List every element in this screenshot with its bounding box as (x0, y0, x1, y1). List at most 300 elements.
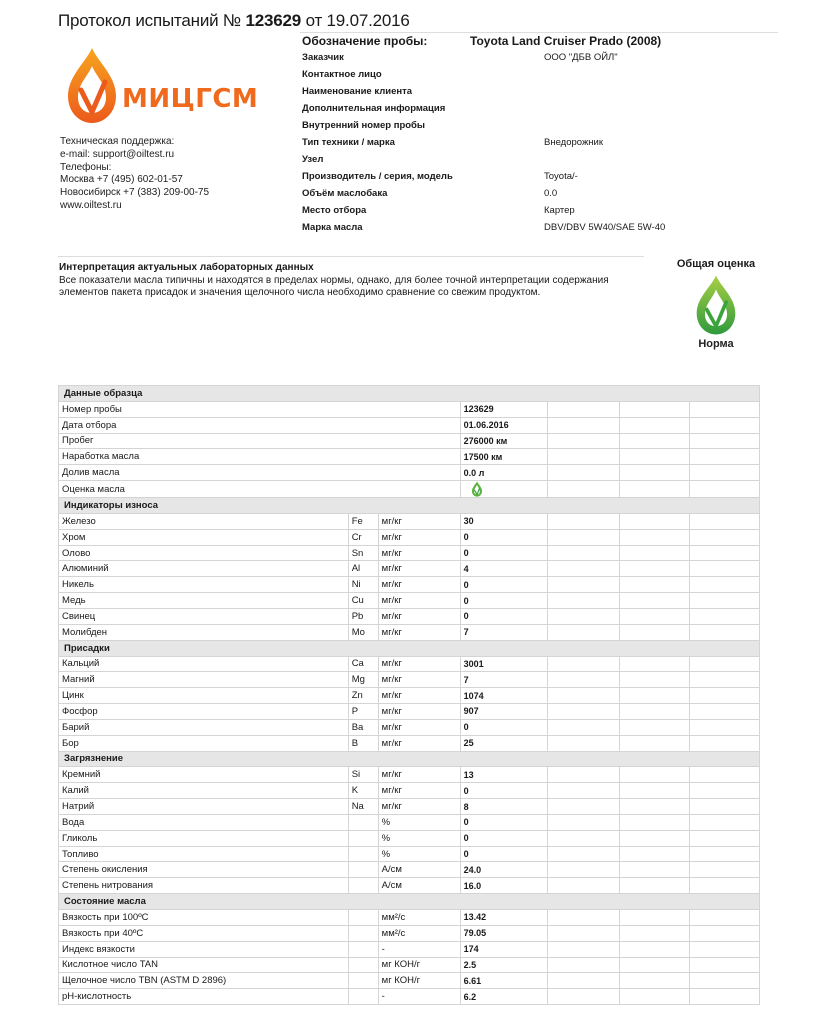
parameter-value (460, 481, 548, 498)
parameter-name: Алюминий (59, 561, 349, 577)
interpretation (59, 262, 619, 300)
history-cell (548, 545, 620, 561)
table-row (59, 529, 760, 545)
parameter-value: 01.06.2016 (460, 417, 548, 433)
sample-field-row (302, 120, 782, 137)
parameter-symbol (348, 973, 378, 989)
history-cell (620, 529, 690, 545)
history-cell (548, 878, 620, 894)
section-title: Индикаторы износа (59, 498, 760, 514)
history-cell (690, 814, 760, 830)
parameter-value: 0 (460, 783, 548, 799)
parameter-name: Магний (59, 672, 349, 688)
parameter-symbol: Si (348, 767, 378, 783)
history-cell (690, 561, 760, 577)
history-cell (548, 925, 620, 941)
parameter-unit: % (378, 830, 460, 846)
parameter-unit: мг КОН/г (378, 957, 460, 973)
parameter-value: 6.61 (460, 973, 548, 989)
table-row (59, 481, 760, 498)
history-cell (620, 767, 690, 783)
history-cell (548, 529, 620, 545)
history-cell (690, 704, 760, 720)
parameter-name: Кальций (59, 656, 349, 672)
parameter-unit: мг/кг (378, 688, 460, 704)
history-cell (620, 735, 690, 751)
history-cell (690, 688, 760, 704)
history-cell (690, 513, 760, 529)
parameter-value: 4 (460, 561, 548, 577)
parameter-symbol (348, 862, 378, 878)
history-cell (548, 624, 620, 640)
parameter-symbol: Na (348, 799, 378, 815)
history-cell (690, 465, 760, 481)
table-row (59, 688, 760, 704)
parameter-value: 174 (460, 941, 548, 957)
table-row (59, 608, 760, 624)
history-cell (690, 449, 760, 465)
history-cell (690, 545, 760, 561)
history-cell (620, 608, 690, 624)
history-cell (548, 561, 620, 577)
parameter-value: 1074 (460, 688, 548, 704)
parameter-value: 907 (460, 704, 548, 720)
history-cell (548, 799, 620, 815)
table-row (59, 465, 760, 481)
overall-assessment (666, 258, 766, 350)
history-cell (620, 783, 690, 799)
history-cell (690, 672, 760, 688)
support-line[interactable]: e-mail: support@oiltest.ru (60, 148, 175, 160)
sample-field-row (302, 188, 782, 205)
parameter-name: Медь (59, 593, 349, 609)
history-cell (690, 799, 760, 815)
support-line: Телефоны: (60, 161, 112, 173)
section-title: Состояние масла (59, 894, 760, 910)
parameter-value: 13.42 (460, 910, 548, 926)
parameter-name: Кремний (59, 767, 349, 783)
support-line[interactable]: www.oiltest.ru (60, 199, 122, 211)
history-cell (548, 704, 620, 720)
parameter-name: Номер пробы (59, 401, 461, 417)
history-cell (620, 449, 690, 465)
history-cell (690, 878, 760, 894)
sample-field-value: ООО "ДБВ ОЙЛ" (544, 52, 618, 63)
parameter-name: Вязкость при 40ºС (59, 925, 349, 941)
parameter-name: Индекс вязкости (59, 941, 349, 957)
history-cell (620, 719, 690, 735)
history-cell (690, 735, 760, 751)
parameter-value: 3001 (460, 656, 548, 672)
support-line: Техническая поддержка: (60, 136, 175, 147)
section-header-row (59, 386, 760, 402)
parameter-value: 30 (460, 513, 548, 529)
parameter-unit: мг/кг (378, 735, 460, 751)
parameter-name: Железо (59, 513, 349, 529)
table-row (59, 925, 760, 941)
table-row (59, 433, 760, 449)
parameter-name: Олово (59, 545, 349, 561)
parameter-value: 6.2 (460, 989, 548, 1005)
parameter-value: 0 (460, 719, 548, 735)
interpretation-heading: Интерпретация актуальных лабораторных данных (59, 262, 314, 273)
parameter-unit: мг/кг (378, 593, 460, 609)
table-row (59, 449, 760, 465)
parameter-name: Калий (59, 783, 349, 799)
history-cell (690, 624, 760, 640)
parameter-unit: мг КОН/г (378, 973, 460, 989)
history-cell (548, 735, 620, 751)
history-cell (690, 941, 760, 957)
history-cell (620, 561, 690, 577)
history-cell (690, 401, 760, 417)
parameter-name: Дата отбора (59, 417, 461, 433)
parameter-value: 16.0 (460, 878, 548, 894)
history-cell (620, 973, 690, 989)
table-row (59, 989, 760, 1005)
history-cell (620, 878, 690, 894)
title-date: от 19.07.2016 (305, 11, 410, 30)
sample-field-row (302, 205, 782, 222)
parameter-name: Пробег (59, 433, 461, 449)
parameter-symbol: Cu (348, 593, 378, 609)
history-cell (690, 481, 760, 498)
parameter-name: Цинк (59, 688, 349, 704)
history-cell (690, 593, 760, 609)
table-row (59, 656, 760, 672)
parameter-value: 0 (460, 814, 548, 830)
table-row (59, 513, 760, 529)
parameter-value: 25 (460, 735, 548, 751)
sample-field-row (302, 154, 782, 171)
parameter-unit: - (378, 941, 460, 957)
parameter-value: 7 (460, 624, 548, 640)
sample-field-label: Узел (302, 154, 324, 165)
parameter-unit: А/см (378, 862, 460, 878)
parameter-name: pH-кислотность (59, 989, 349, 1005)
history-cell (620, 688, 690, 704)
sample-field-label: Наименование клиента (302, 86, 413, 97)
history-cell (690, 830, 760, 846)
parameter-symbol (348, 941, 378, 957)
history-cell (690, 925, 760, 941)
parameter-unit: мг/кг (378, 704, 460, 720)
parameter-symbol: Ca (348, 656, 378, 672)
title-divider (300, 32, 778, 33)
parameter-unit: мг/кг (378, 783, 460, 799)
parameter-symbol (348, 910, 378, 926)
drop-check-icon (693, 274, 739, 336)
support-line: Москва +7 (495) 602-01-57 (60, 174, 183, 186)
history-cell (690, 846, 760, 862)
history-cell (548, 830, 620, 846)
parameter-name: Наработка масла (59, 449, 461, 465)
parameter-value: 0 (460, 608, 548, 624)
parameter-unit: мг/кг (378, 608, 460, 624)
support-contacts (60, 136, 209, 213)
history-cell (620, 481, 690, 498)
history-cell (620, 799, 690, 815)
table-row (59, 783, 760, 799)
parameter-unit: мг/кг (378, 545, 460, 561)
history-cell (548, 973, 620, 989)
sample-field-value: DBV/DBV 5W40/SAE 5W-40 (544, 222, 666, 233)
parameter-unit: % (378, 846, 460, 862)
history-cell (548, 672, 620, 688)
sample-field-label: Место отбора (302, 205, 367, 216)
overall-heading: Общая оценка (676, 258, 756, 270)
drop-check-icon (471, 481, 483, 497)
parameter-name: Долив масла (59, 465, 461, 481)
sample-designation-value: Toyota Land Cruiser Prado (2008) (470, 34, 662, 48)
table-row (59, 846, 760, 862)
table-row (59, 830, 760, 846)
history-cell (690, 577, 760, 593)
history-cell (690, 783, 760, 799)
parameter-unit: мг/кг (378, 719, 460, 735)
history-cell (690, 433, 760, 449)
history-cell (620, 545, 690, 561)
parameter-name: Кислотное число TAN (59, 957, 349, 973)
parameter-name: Щелочное число TBN (ASTM D 2896) (59, 973, 349, 989)
parameter-value: 0 (460, 545, 548, 561)
page-title (58, 11, 410, 31)
sample-field-value: Внедорожник (544, 137, 604, 148)
parameter-symbol (348, 878, 378, 894)
history-cell (548, 846, 620, 862)
section-header-row (59, 498, 760, 514)
parameter-value: 79.05 (460, 925, 548, 941)
table-row (59, 593, 760, 609)
history-cell (548, 767, 620, 783)
parameter-value: 2.5 (460, 957, 548, 973)
sample-field-row (302, 69, 782, 86)
history-cell (548, 401, 620, 417)
parameter-unit: мг/кг (378, 513, 460, 529)
parameter-symbol (348, 830, 378, 846)
history-cell (548, 910, 620, 926)
sample-field-label: Дополнительная информация (302, 103, 446, 114)
logo-wordmark: МИЦГСМ (122, 84, 259, 114)
parameter-value: 17500 км (460, 449, 548, 465)
support-line: Новосибирск +7 (383) 209-00-75 (60, 187, 210, 199)
parameter-name: Степень окисления (59, 862, 349, 878)
title-prefix: Протокол испытаний № (58, 11, 241, 30)
history-cell (620, 624, 690, 640)
parameter-value: 123629 (460, 401, 548, 417)
parameter-name: Хром (59, 529, 349, 545)
parameter-unit: мг/кг (378, 561, 460, 577)
parameter-symbol: Mo (348, 624, 378, 640)
history-cell (620, 513, 690, 529)
sample-field-row (302, 103, 782, 120)
history-cell (690, 719, 760, 735)
parameter-name: Вязкость при 100ºС (59, 910, 349, 926)
parameter-value: 0 (460, 577, 548, 593)
parameter-symbol: Ni (348, 577, 378, 593)
history-cell (620, 957, 690, 973)
history-cell (690, 862, 760, 878)
history-cell (690, 417, 760, 433)
parameter-unit: - (378, 989, 460, 1005)
parameter-value: 0 (460, 830, 548, 846)
history-cell (548, 814, 620, 830)
parameter-value: 0 (460, 593, 548, 609)
history-cell (620, 925, 690, 941)
parameter-unit: А/см (378, 878, 460, 894)
history-cell (690, 608, 760, 624)
parameter-symbol (348, 989, 378, 1005)
history-cell (548, 989, 620, 1005)
history-cell (620, 433, 690, 449)
sample-field-label: Марка масла (302, 222, 363, 233)
parameter-symbol: Pb (348, 608, 378, 624)
history-cell (548, 449, 620, 465)
parameter-name: Барий (59, 719, 349, 735)
parameter-value: 13 (460, 767, 548, 783)
parameter-value: 8 (460, 799, 548, 815)
parameter-name: Степень нитрования (59, 878, 349, 894)
table-row (59, 973, 760, 989)
sample-field-value: Toyota/- (544, 171, 578, 182)
parameter-name: Оценка масла (59, 481, 461, 498)
history-cell (548, 719, 620, 735)
table-row (59, 624, 760, 640)
sample-field-row (302, 52, 782, 69)
parameter-unit: мм²/с (378, 925, 460, 941)
history-cell (548, 783, 620, 799)
table-row (59, 672, 760, 688)
interpretation-text: Все показатели масла типичны и находятся в пределах нормы, однако, для более точной интерпретации содержания элементов пакета присадок и значения щелочного числа необходимо сравнение со свежим продуктом. (59, 274, 609, 299)
history-cell (620, 989, 690, 1005)
parameter-name: Вода (59, 814, 349, 830)
sample-field-label: Объём маслобака (302, 188, 388, 199)
history-cell (620, 704, 690, 720)
parameter-value: 0 (460, 846, 548, 862)
history-cell (620, 577, 690, 593)
parameter-unit: мг/кг (378, 529, 460, 545)
parameter-symbol: K (348, 783, 378, 799)
history-cell (548, 957, 620, 973)
interpretation-divider (58, 256, 644, 257)
parameter-unit: % (378, 814, 460, 830)
sample-field-row (302, 137, 782, 154)
table-row (59, 545, 760, 561)
history-cell (620, 814, 690, 830)
results-table (58, 385, 760, 1005)
table-row (59, 799, 760, 815)
history-cell (548, 593, 620, 609)
history-cell (548, 465, 620, 481)
sample-field-label: Заказчик (302, 52, 344, 63)
history-cell (690, 973, 760, 989)
sample-field-label: Внутренний номер пробы (302, 120, 426, 131)
parameter-name: Гликоль (59, 830, 349, 846)
parameter-unit: мг/кг (378, 799, 460, 815)
parameter-name: Фосфор (59, 704, 349, 720)
overall-status: Норма (698, 338, 734, 350)
parameter-symbol: Cr (348, 529, 378, 545)
history-cell (620, 910, 690, 926)
table-row (59, 767, 760, 783)
parameter-unit: мг/кг (378, 624, 460, 640)
history-cell (690, 957, 760, 973)
history-cell (690, 989, 760, 1005)
parameter-value: 7 (460, 672, 548, 688)
history-cell (690, 656, 760, 672)
history-cell (548, 513, 620, 529)
sample-field-row (302, 171, 782, 188)
history-cell (548, 608, 620, 624)
history-cell (620, 862, 690, 878)
table-row (59, 577, 760, 593)
parameter-value: 0.0 л (460, 465, 548, 481)
parameter-symbol (348, 925, 378, 941)
history-cell (620, 656, 690, 672)
history-cell (620, 417, 690, 433)
history-cell (548, 433, 620, 449)
parameter-value: 0 (460, 529, 548, 545)
table-row (59, 719, 760, 735)
table-row (59, 704, 760, 720)
parameter-unit: мг/кг (378, 767, 460, 783)
parameter-symbol: Mg (348, 672, 378, 688)
parameter-name: Натрий (59, 799, 349, 815)
sample-field-label: Контактное лицо (302, 69, 382, 80)
parameter-symbol: P (348, 704, 378, 720)
history-cell (620, 830, 690, 846)
history-cell (548, 688, 620, 704)
table-row (59, 561, 760, 577)
protocol-number: 123629 (245, 11, 302, 30)
section-title: Данные образца (59, 386, 760, 402)
sample-field-row (302, 86, 782, 103)
sample-designation-label: Обозначение пробы: (302, 34, 428, 48)
table-row (59, 735, 760, 751)
table-row (59, 878, 760, 894)
parameter-symbol: B (348, 735, 378, 751)
history-cell (548, 656, 620, 672)
section-title: Загрязнение (59, 751, 760, 767)
history-cell (690, 910, 760, 926)
parameter-unit: мг/кг (378, 672, 460, 688)
history-cell (620, 465, 690, 481)
parameter-unit: мг/кг (378, 656, 460, 672)
parameter-value: 276000 км (460, 433, 548, 449)
history-cell (548, 862, 620, 878)
history-cell (620, 672, 690, 688)
parameter-symbol: Ba (348, 719, 378, 735)
sample-field-value: 0.0 (544, 188, 558, 199)
section-header-row (59, 894, 760, 910)
history-cell (620, 401, 690, 417)
history-cell (548, 417, 620, 433)
table-row (59, 417, 760, 433)
parameter-name: Молибден (59, 624, 349, 640)
section-header-row (59, 640, 760, 656)
history-cell (548, 941, 620, 957)
parameter-symbol: Al (348, 561, 378, 577)
history-cell (548, 577, 620, 593)
parameter-symbol (348, 814, 378, 830)
sample-field-label: Тип техники / марка (302, 137, 395, 148)
table-row (59, 957, 760, 973)
history-cell (690, 529, 760, 545)
sample-field-label: Производитель / серия, модель (302, 171, 453, 182)
parameter-name: Топливо (59, 846, 349, 862)
parameter-symbol: Fe (348, 513, 378, 529)
history-cell (620, 593, 690, 609)
